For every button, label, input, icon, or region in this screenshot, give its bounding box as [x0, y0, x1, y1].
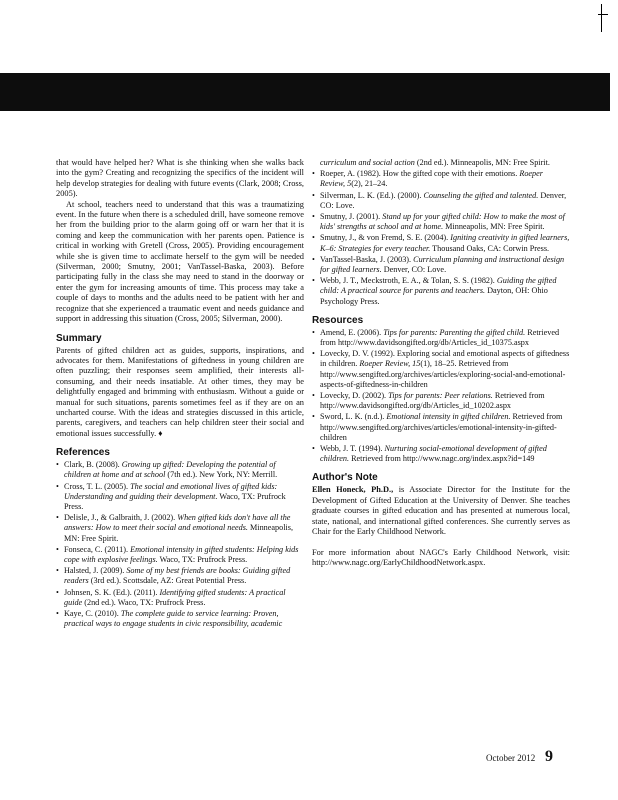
author-bio: [312, 485, 570, 537]
reference-entry: [312, 191, 570, 211]
reference-title: Growing up gifted: Developing the potential of children at home and at school: [64, 460, 276, 480]
reference-entry: [56, 545, 304, 565]
reference-tail: Waco, TX: Prufrock Press.: [64, 491, 286, 511]
reference-tail: Thousand Oaks, CA: Corwin Press.: [430, 243, 550, 253]
crop-mark-horizontal: [598, 14, 608, 15]
reference-entry: [312, 391, 570, 411]
reference-title: Curriculum planning and instructional design for gifted learners.: [320, 254, 565, 275]
issue-date: October 2012: [486, 753, 536, 763]
reference-title: Tips for parents: Parenting the gifted child.: [383, 327, 526, 337]
reference-entry: [312, 444, 570, 464]
reference-lead: Amend, E. (2006).: [320, 327, 384, 337]
reference-entry: [56, 513, 304, 544]
reference-tail: Dayton, OH: Ohio Psychology Press.: [320, 286, 548, 306]
reference-lead: Sword, L. K. (n.d.).: [320, 412, 387, 422]
summary-text: Parents of gifted children act as guides, supports, inspirations, and advocates for them. Manifestations of giftedness in young children are often puzzling; their responses seem amplified, their interests all-consuming, and their needs insatiable. At other times, they may be delightfully engaged and brimming with enthusiasm. Without a guide or manual for such situations, parents sometimes feel as if they are on an uncharted course. With the ideas and strategies discussed in this article, parents, caregivers, and teachers can help children steer their social and emotional issues successfully.: [56, 345, 304, 438]
end-mark: ♦: [158, 428, 163, 438]
author-bio-text: is Associate Director for the Institute for the Development of Gifted Education at the University of Denver. She teaches graduate courses in gifted education and has presented at numerous local, state, national, and international gifted conferences. She currently serves as Chair for the Early Childhood Network.: [312, 485, 571, 537]
reference-tail: (2nd ed.). Minneapolis, MN: Free Spirit.: [414, 158, 550, 167]
left-column: [56, 158, 304, 630]
reference-tail: Retrieved from http://www.nagc.org/index.aspx?id=149: [349, 454, 535, 464]
reference-lead: Lovecky, D. V. (1992). Exploring social and emotional aspects of giftedness in children.: [320, 349, 570, 369]
reference-entry: [312, 212, 570, 232]
reference-title: When gifted kids don't have all the answers: How to meet their social and emotional needs.: [64, 513, 291, 533]
reference-lead: Webb, J. T. (1994).: [320, 444, 385, 454]
reference-title: The complete guide to service learning: Proven, practical ways to engage students in civic responsibility, academic: [64, 609, 283, 629]
reference-title: Stand up for your gifted child: How to make the most of kids' strengths at school and at home.: [320, 212, 565, 232]
reference-lead: Clark, B. (2008).: [64, 460, 122, 470]
reference-lead: Delisle, J., & Galbraith, J. (2002).: [64, 513, 178, 523]
reference-entry: [56, 482, 304, 513]
author-note-heading: Author's Note: [312, 472, 378, 484]
resources-heading: Resources: [312, 314, 364, 326]
reference-title: The social and emotional lives of gifted kids: Understanding and guiding their development.: [64, 481, 278, 501]
page-number: 9: [545, 748, 553, 765]
reference-entry: [312, 276, 570, 307]
reference-entry: [56, 566, 304, 586]
references-heading: References: [56, 447, 110, 459]
reference-tail: Retrieved from http://www.sengifted.org/archives/articles/emotional-intensity-in-gifted-children: [320, 412, 563, 442]
reference-tail: Minneapolis, MN: Free Spirit.: [64, 523, 294, 543]
reference-tail: (2nd ed.). Waco, TX: Prufrock Press.: [82, 597, 206, 607]
reference-tail: (2), 21–24.: [351, 179, 388, 189]
reference-lead: Smutny, J. (2001).: [320, 212, 383, 222]
reference-entry: [312, 328, 570, 348]
more-info: For more information about NAGC's Early Childhood Network, visit: http://www.nagc.org/EarlyChildhoodNetwork.aspx.: [312, 547, 570, 567]
reference-title: Identifying gifted students: A practical guide: [64, 587, 286, 607]
reference-tail: Waco, TX: Prufrock Press.: [157, 554, 248, 564]
reference-tail: (7th ed.). New York, NY: Merrill.: [165, 470, 278, 480]
header-banner: [0, 73, 610, 111]
reference-entry: [312, 255, 570, 275]
reference-title: Counseling the gifted and talented.: [423, 190, 539, 200]
reference-tail: Retrieved from http://www.davidsongifted.org/db/Articles_id_10202.aspx: [320, 391, 545, 411]
reference-entry: [312, 412, 570, 443]
reference-title: Roeper Review, 15: [359, 359, 421, 369]
reference-lead: Cross, T. L. (2005).: [64, 481, 131, 491]
reference-title: Nurturing social-emotional development of gifted children.: [320, 444, 547, 464]
reference-tail: (3rd ed.). Scottsdale, AZ: Great Potential Press.: [88, 576, 247, 586]
summary-heading: Summary: [56, 332, 102, 344]
reference-lead: Lovecky, D. (2002).: [320, 391, 389, 401]
reference-tail: Denver, CO: Love.: [381, 265, 447, 275]
reference-tail: Denver, CO: Love.: [320, 190, 567, 210]
right-column: [312, 158, 570, 568]
reference-entry: [56, 460, 304, 480]
reference-lead: Roeper, A. (1982). How the gifted cope with their emotions.: [320, 169, 520, 179]
reference-title: Emotional intensity in gifted children.: [386, 412, 511, 422]
reference-lead: Halsted, J. (2009).: [64, 566, 127, 576]
reference-title: Tips for parents: Peer relations.: [388, 391, 493, 401]
author-name: Ellen Honeck, Ph.D.,: [312, 485, 394, 495]
reference-entry: [312, 158, 570, 168]
reference-title: curriculum and social action: [320, 158, 415, 167]
body-paragraph: At school, teachers need to understand that this was a traumatizing event. In the future when there is a scheduled drill, have someone remove her from the building prior to the alarm going off or warn her that it is coming and keep the communication with her parents open. Patience is critical in working with Gretell (Cross, 2005). Providing encouragement while she is given time to acclimate herself to the gym will be needed (Silverman, 2000; Smutny, 2001; VanTassel-Baska, 2003). Before participating fully in the class she may need to stand in the doorway or enter the gym for increasing amounts of time. This process may take a couple of days to months and the adults need to be patient with her and recognize that she experienced a traumatic event and needs guidance and support in addressing this situation (Cross, 2005; Silverman, 2000).: [56, 199, 304, 324]
references-list-continued: [312, 158, 570, 307]
reference-title: Guiding the gifted child: A practical source for parents and teachers.: [320, 276, 557, 296]
body-paragraph: that would have helped her? What is she thinking when she walks back into the gym? Creating and recognizing the specifics of the incident will help develop strategies for dealing with future events (Clark, 2008; Cross, 2005).: [56, 158, 304, 199]
reference-tail: (1), 18–25. Retrieved from http://www.sengifted.org/archives/articles/exploring-social-and-emotional-aspects-of-giftedness-in-children: [320, 359, 566, 389]
resources-list: [312, 328, 570, 465]
reference-lead: VanTassel-Baska, J. (2003).: [320, 254, 414, 264]
summary-paragraph: [56, 346, 304, 440]
reference-lead: Silverman, L. K. (Ed.). (2000).: [320, 190, 424, 200]
reference-tail: Minneapolis, MN: Free Spirit.: [443, 222, 545, 232]
reference-entry: [312, 233, 570, 253]
reference-title: Emotional intensity in gifted students: Helping kids cope with explosive feelings.: [64, 544, 299, 564]
reference-title: Igniting creativity in gifted learners, K–6: Strategies for every teacher.: [320, 233, 570, 253]
crop-mark-vertical: [601, 4, 602, 32]
reference-lead: Johnsen, S. K. (Ed.). (2011).: [64, 587, 160, 597]
reference-lead: Fonseca, C. (2011).: [64, 544, 131, 554]
reference-lead: Kaye, C. (2010).: [64, 609, 121, 618]
reference-lead: Smutny, J., & von Fremd, S. E. (2004).: [320, 233, 451, 243]
reference-lead: Webb, J. T., Meckstroth, E. A., & Tolan, S. S. (1982).: [320, 276, 497, 286]
reference-tail: Retrieved from http://www.davidsongifted.org/db/Articles_id_10375.aspx: [320, 327, 560, 348]
reference-entry: [312, 169, 570, 189]
reference-title: Roeper Review, 5: [320, 169, 543, 189]
reference-entry: [56, 609, 304, 629]
reference-entry: [312, 349, 570, 390]
reference-entry: [56, 588, 304, 608]
references-list: [56, 460, 304, 629]
reference-title: Some of my best friends are books: Guiding gifted readers: [64, 566, 291, 586]
